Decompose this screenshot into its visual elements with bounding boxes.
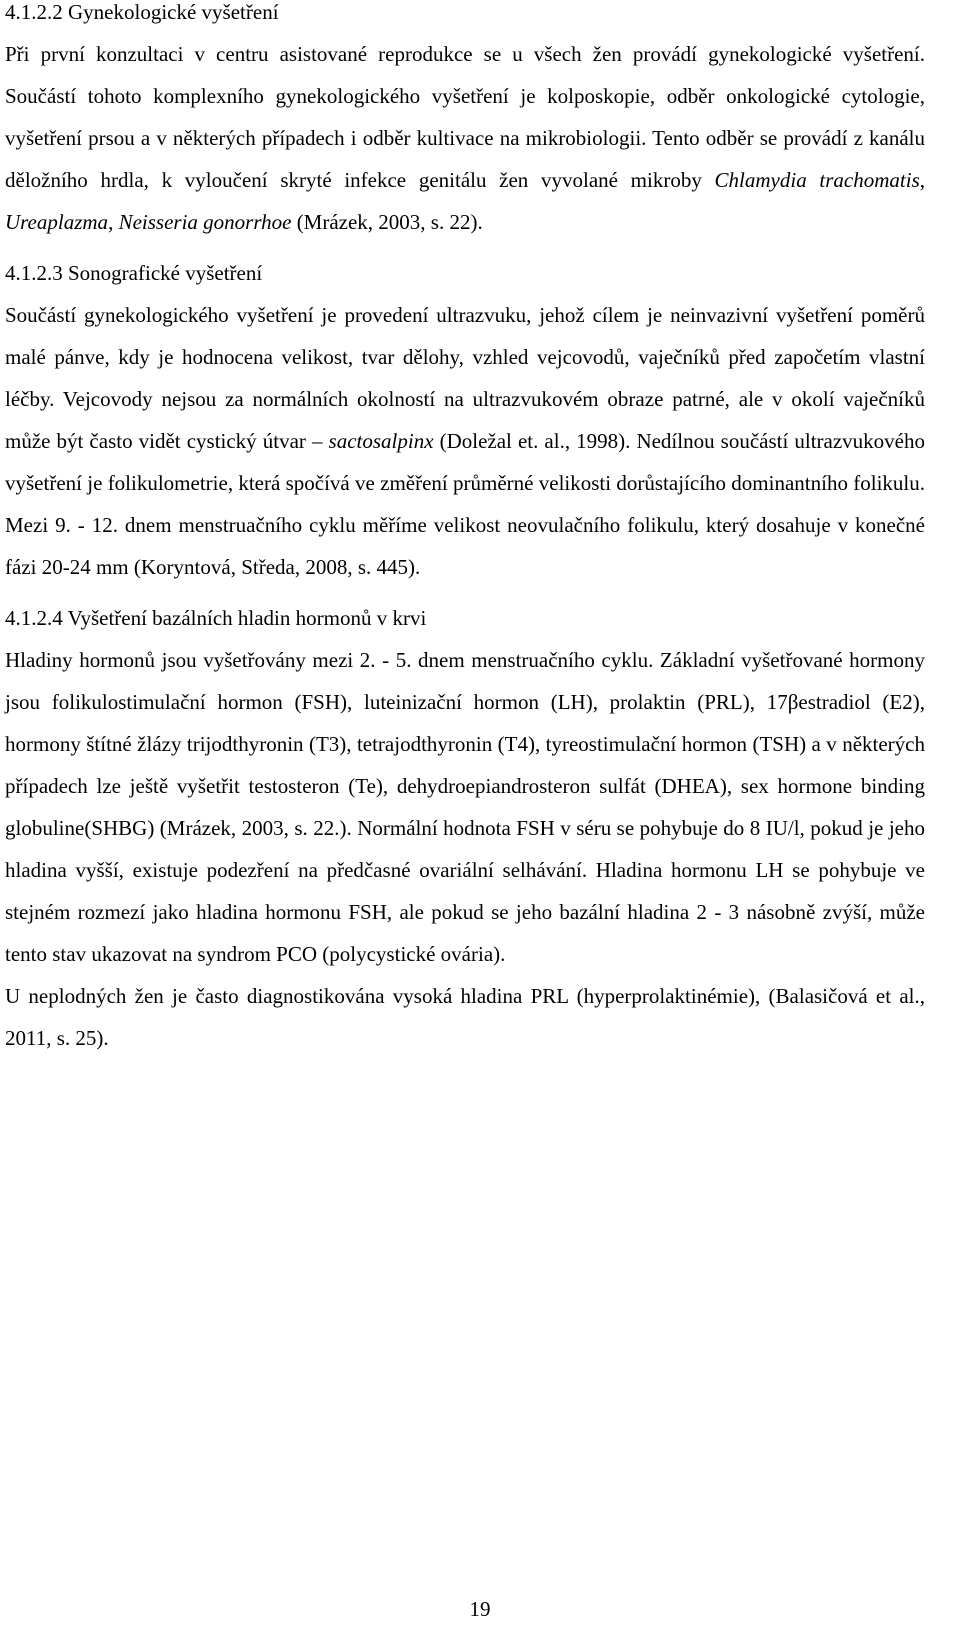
italic-term: sactosalpinx [328, 429, 434, 453]
section-heading: 4.1.2.3 Sonografické vyšetření [5, 261, 263, 285]
paragraph: Hladiny hormonů jsou vyšetřovány mezi 2. - 5. dnem menstruačního cyklu. Základní vyšetřované hormony jsou folikulostimulační hormon (FSH), luteinizační hormon (LH), prolaktin (PRL), 17βestradiol (E2), hormony štítné žlázy trijodthyronin (T3), tetrajodthyronin (T4), tyreostimulační hormon (TSH) a v některých případech lze ještě vyšetřit testosteron (Te), dehydroepiandrosteron sulfát (DHEA), sex hormone binding globuline(SHBG) (Mrázek, 2003, s. 22.). Normální hodnota FSH v séru se pohybuje do 8 IU/l, pokud je jeho hladina vyšší, existuje podezření na předčasné ovariální selhávání. Hladina hormonu LH se pohybuje ve stejném rozmezí jako hladina hormonu FSH, ale pokud se jeho bazální hladina 2 - 3 násobně zvýší, může tento stav ukazovat na syndrom PCO (polycystické ovária). [5, 648, 925, 966]
italic-term: Chlamydia trachomatis [714, 168, 920, 192]
page-number: 19 [469, 1597, 491, 1621]
section-heading: 4.1.2.2 Gynekologické vyšetření [5, 0, 279, 24]
italic-term: Ureaplazma [5, 210, 109, 234]
section-sonograficke-vysetreni [5, 252, 925, 588]
paragraph: Součástí gynekologického vyšetření je provedení ultrazvuku, jehož cílem je neinvazivní vyšetření poměrů malé pánve, kdy je hodnocena velikost, tvar dělohy, vzhled vejcovodů, vaječníků před započetím vlastní léčby. Vejcovody nejsou za normálních okolností na ultrazvukovém obraze patrné, ale v okolí vaječníků může být často vidět cystický útvar – sactosalpinx (Doležal et. al., 1998). Nedílnou součástí ultrazvukového vyšetření je folikulometrie, která spočívá ve změření průměrné velikosti dorůstajícího dominantního folikulu. Mezi 9. - 12. dnem menstruačního cyklu měříme velikost neovulačního folikulu, který dosahuje v konečné fázi 20-24 mm (Koryntová, Středa, 2008, s. 445). [5, 303, 925, 579]
section-bazalni-hladiny-hormonu [5, 597, 925, 1059]
paragraph: U neplodných žen je často diagnostikována vysoká hladina PRL (hyperprolaktinémie), (Balasičová et al., 2011, s. 25). [5, 984, 925, 1050]
paragraph: Při první konzultaci v centru asistované reprodukce se u všech žen provádí gynekologické vyšetření. Součástí tohoto komplexního gynekologického vyšetření je kolposkopie, odběr onkologické cytologie, vyšetření prsou a v některých případech i odběr kultivace na mikrobiologii. Tento odběr se provádí z kanálu děložního hrdla, k vyloučení skryté infekce genitálu žen vyvolané mikroby Chlamydia trachomatis, Ureaplazma, Neisseria gonorrhoe (Mrázek, 2003, s. 22). [5, 42, 925, 234]
section-gynekologicke-vysetreni [5, 0, 925, 243]
section-heading: 4.1.2.4 Vyšetření bazálních hladin hormonů v krvi [5, 606, 427, 630]
italic-term: Neisseria gonorrhoe [118, 210, 292, 234]
